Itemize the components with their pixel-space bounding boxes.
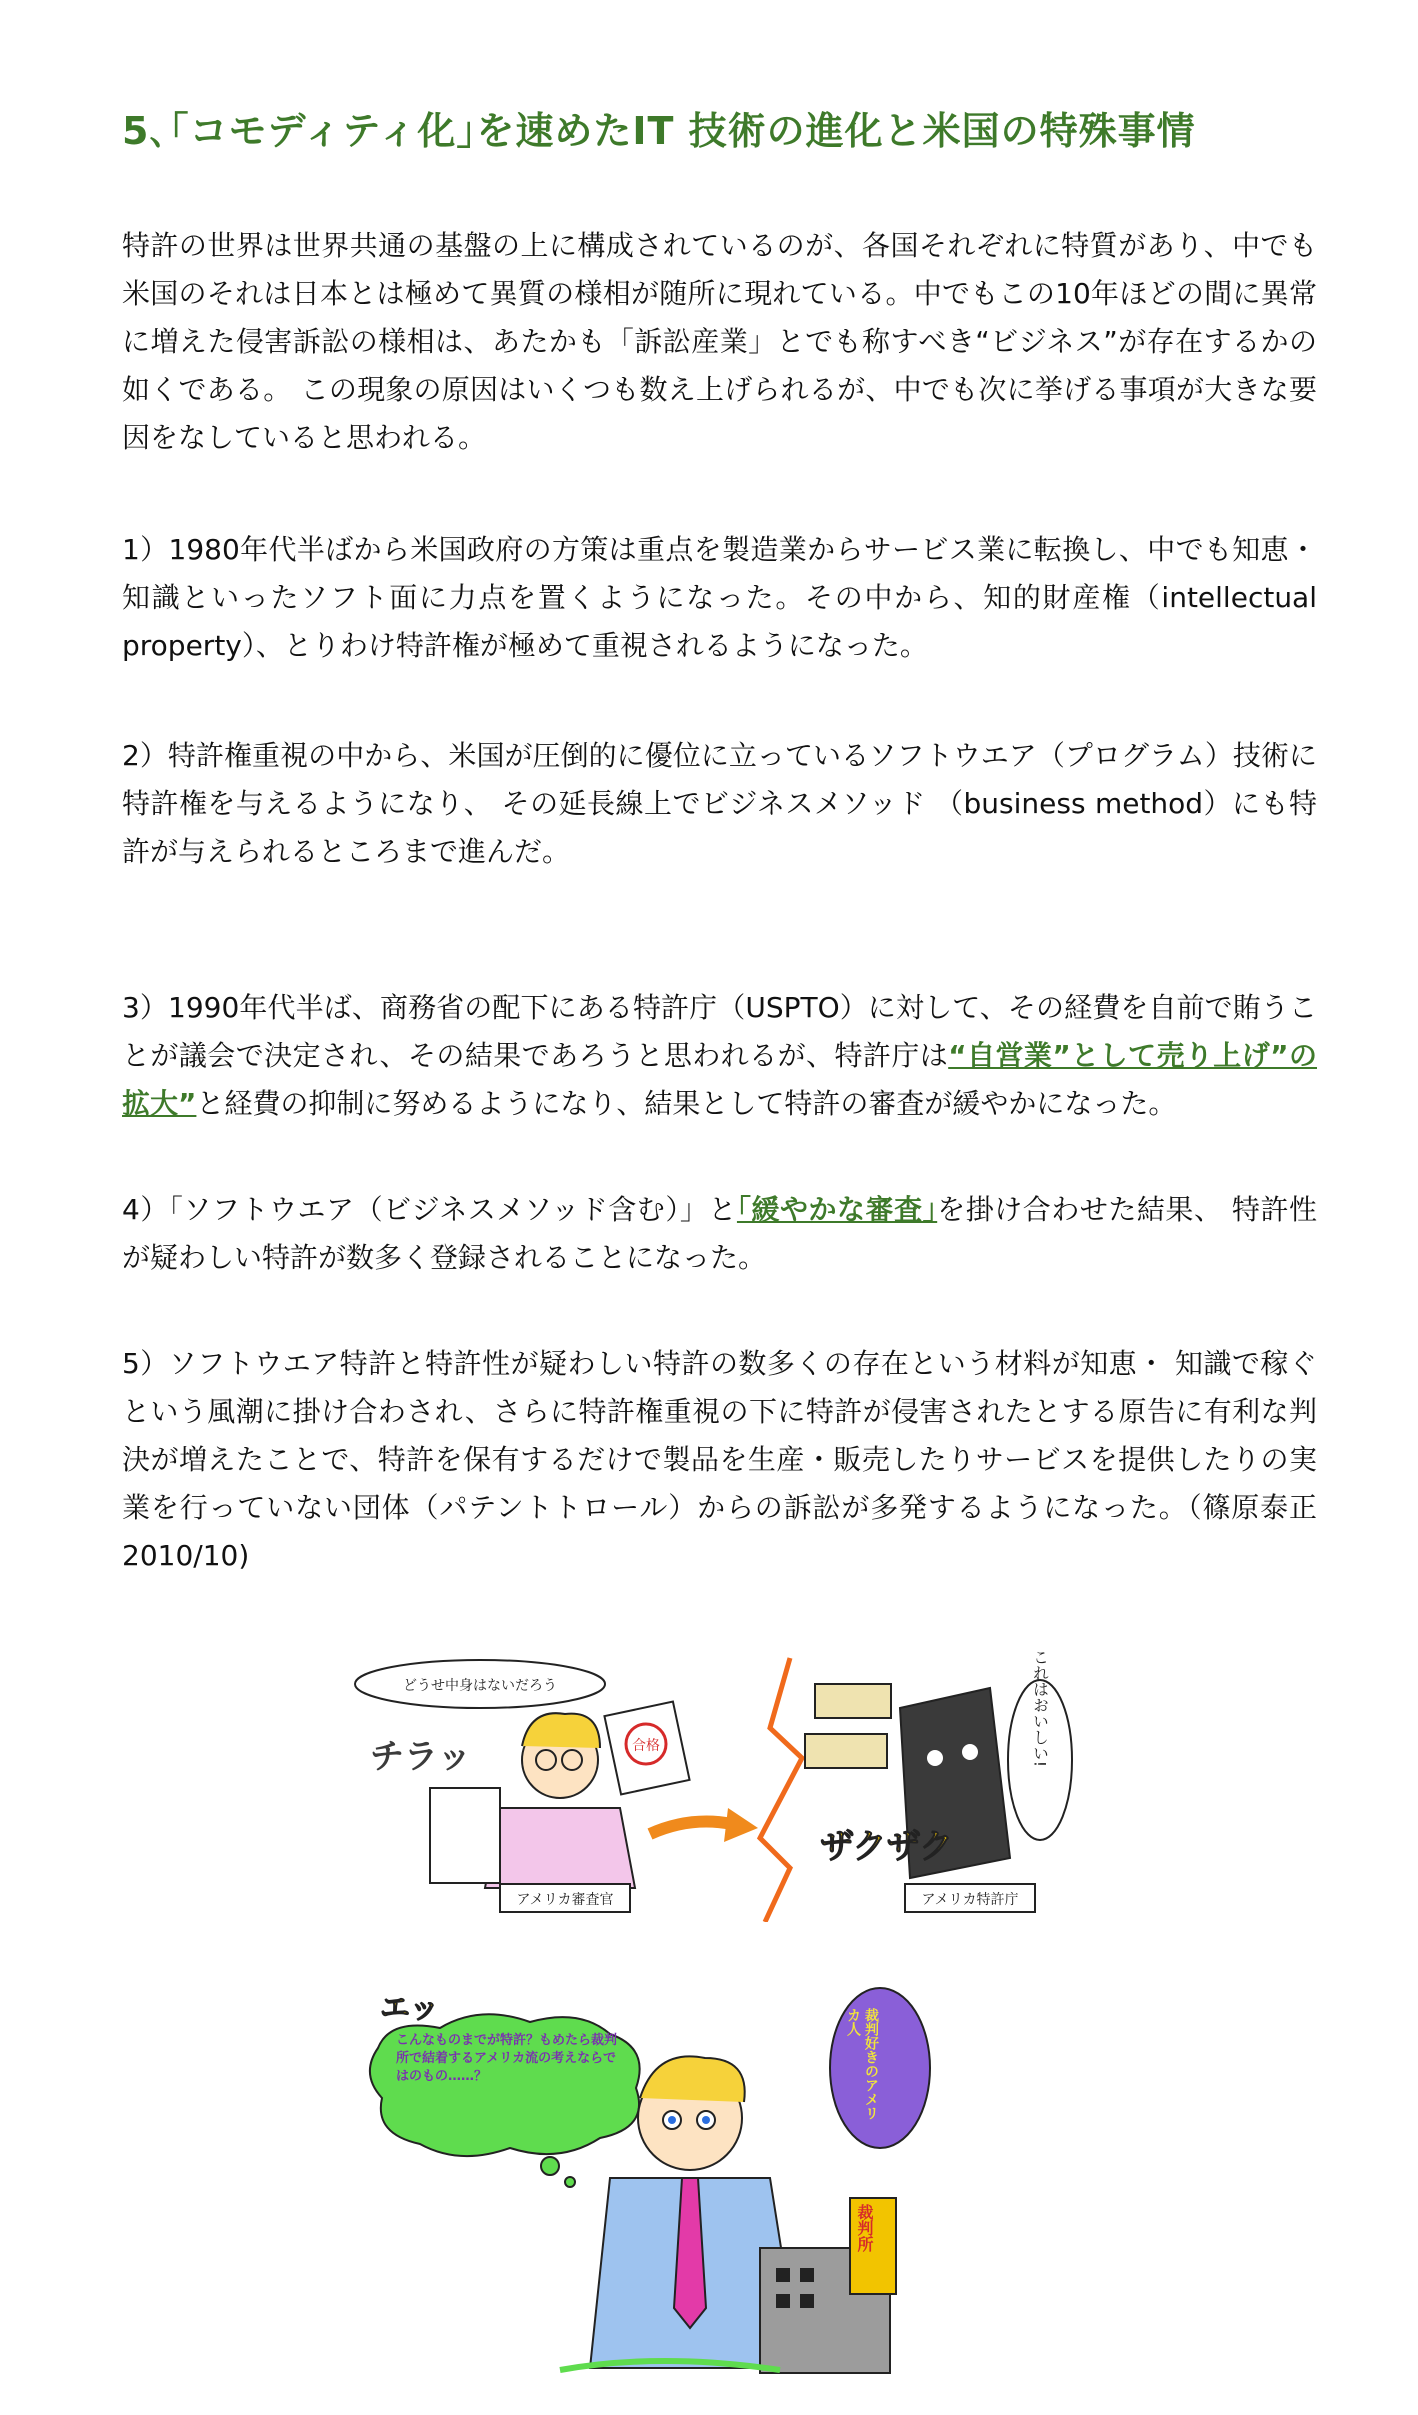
item-3-text-after: と経費の抑制に努めるようになり、結果として特許の審査が緩やかになった。 — [196, 1087, 1177, 1120]
item-5-paragraph: 5）ソフトウエア特許と特許性が疑わしい特許の数多くの存在という材料が知恵・ 知識で稼ぐという風潮に掛け合わされ、さらに特許権重視の下に特許が侵害されたとする原告に有利な判決が増えたことで、特許を保有するだけで製品を生産・販売したりサービスを提供したりの実業を行っていない団体（パテントトロール）からの訴訟が多発するようになった。（篠原泰正 2010/10) — [122, 1347, 1317, 1572]
exclaim-sfx: エッ — [380, 1991, 440, 2026]
item-3-paragraph — [122, 984, 1317, 1128]
item-4-highlight-link[interactable]: ｢緩やかな審査｣ — [736, 1193, 938, 1226]
money-stack-icon — [815, 1684, 891, 1718]
item-3-text-before: 3）1990年代半ば、商務省の配下にある特許庁（USPTO）に対して、その経費を自前で賄うことが議会で決定され、その結果であろうと思われるが、特許庁は — [122, 991, 1317, 1072]
section-title: 5､｢コモディティ化｣を速めたIT 技術の進化と米国の特殊事情 — [122, 109, 1196, 153]
office-speech: これはおいしい! — [1030, 1648, 1050, 1768]
courthouse-sign-text: 裁判所 — [855, 2204, 874, 2252]
litigious-american-illustration — [360, 1978, 960, 2378]
examiner-speech: どうせ中身はないだろう — [403, 1678, 557, 1694]
intro-paragraph: 特許の世界は世界共通の基盤の上に構成されているのが、各国それぞれに特質があり、中でも米国のそれは日本とは極めて異質の様相が随所に現れている。中でもこの10年ほどの間に異常に増えた侵害訴訟の様相は、あたかも「訴訟産業」とでも称すべき“ビジネス”が存在するかの如くである。 この現象の原因はいくつも数え上げられるが、中でも次に挙げる事項が大きな要因をなしていると思われる。 — [122, 229, 1317, 454]
item-4-text-after: を掛け合わせた結果、 特許性が疑わしい特許が数多く登録されることになった。 — [122, 1193, 1317, 1274]
examiner-label: アメリカ審査官 — [516, 1892, 614, 1908]
item-3-highlight-link[interactable]: “自営業”として売り上げ”の拡大” — [122, 1039, 1317, 1120]
speech-text: 裁判好きのアメリカ人 — [845, 2008, 879, 2120]
patent-office-label: アメリカ特許庁 — [921, 1892, 1019, 1908]
item-4-text-before: 4）「ソフトウエア（ビジネスメソッド含む）」と — [122, 1193, 737, 1226]
stamp-text: 合格 — [632, 1738, 660, 1754]
thought-text: こんなものまでが特許？もめたら裁判所で結着するアメリカ流の考えならではのもの……？ — [396, 2033, 618, 2084]
item-2-paragraph: 2）特許権重視の中から、米国が圧倒的に優位に立っているソフトウエア（プログラム）技術に特許権を与えるようになり、 その延長線上でビジネスメソッド （business method）にも特許が与えられるところまで進んだ。 — [122, 739, 1317, 868]
item-4-paragraph — [122, 1186, 1317, 1282]
document-sheet-icon — [430, 1788, 500, 1883]
item-1-paragraph: 1）1980年代半ばから米国政府の方策は重点を製造業からサービス業に転換し、中でも知恵・知識といったソフト面に力点を置くようになった。その中から、知的財産権（intellectual property）、とりわけ特許権が極めて重視されるようになった。 — [122, 533, 1317, 662]
grab-sfx: ザクザク — [820, 1827, 954, 1867]
examiner-patent-office-illustration — [350, 1648, 1086, 1922]
glance-sfx: チラッ — [370, 1737, 472, 1777]
